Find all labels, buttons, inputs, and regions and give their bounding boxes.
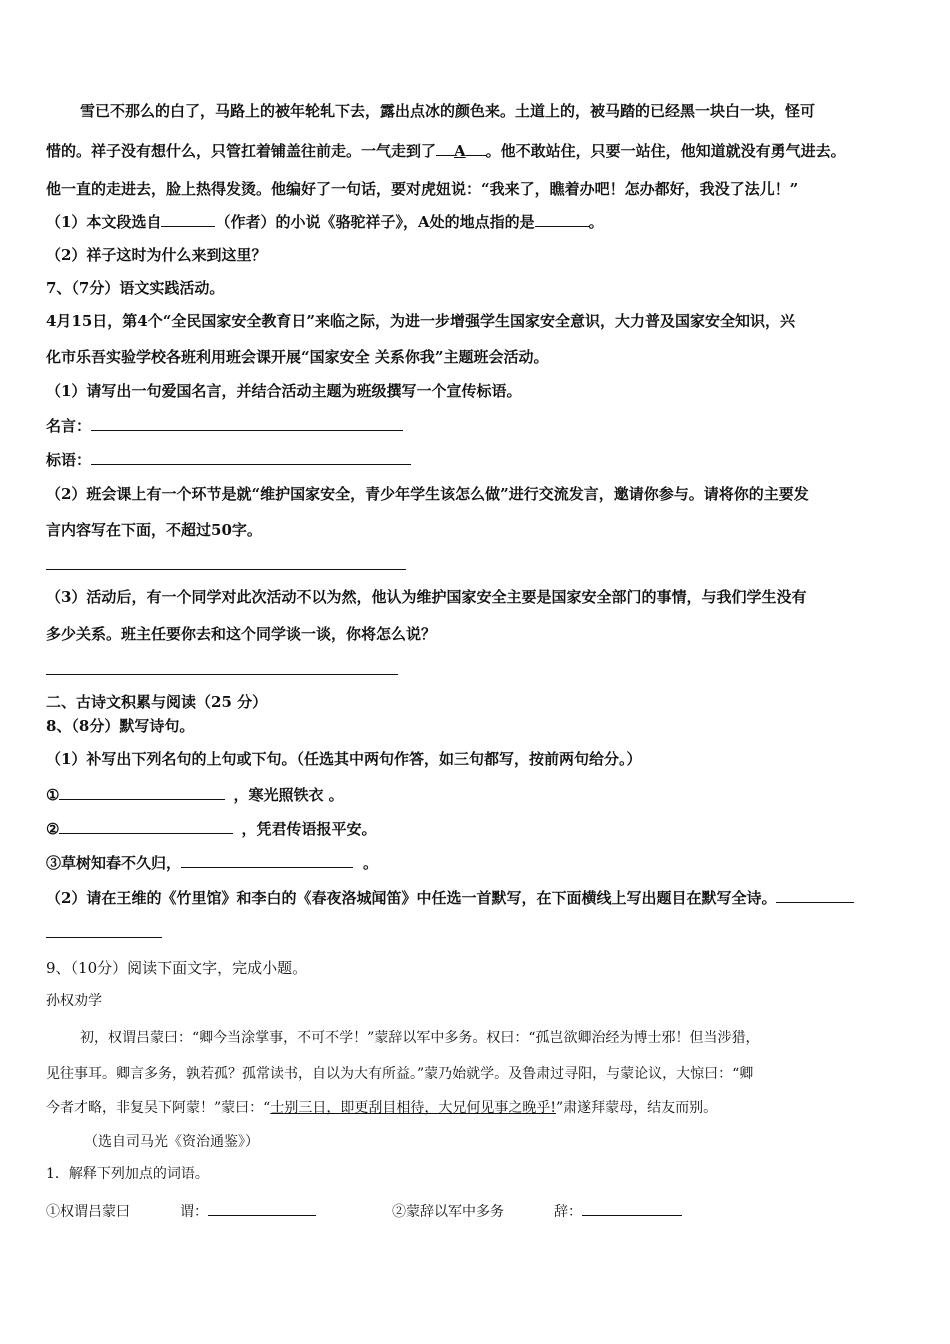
q9-source: （选自司马光《资治通鉴》）: [84, 1134, 259, 1150]
q8-item-3-blank[interactable]: [181, 852, 353, 868]
q7-part3-line-1: （3）活动后，有一个同学对此次活动不以为然，他认为维护国家安全主要是国家安全部门的事情，与我们学生没有: [46, 588, 807, 606]
section-2-title: 二、古诗文积累与阅读（25 分）: [46, 693, 268, 711]
q8-part2-answer-line[interactable]: [46, 937, 162, 938]
q7-title: 7、（7分）语文实践活动。: [46, 279, 225, 297]
q9-text-title: 孙权劝学: [46, 993, 102, 1009]
motto-answer-blank[interactable]: [91, 415, 403, 431]
underlined-sentence: 士别三日，即更刮目相待，大兄何见事之晚乎!: [270, 1100, 556, 1116]
passage-line-1: 雪已不那么的白了，马路上的被年轮轧下去，露出点冰的颜色来。土道上的，被马踏的已经黑一块白一块，怪可: [80, 102, 816, 120]
q7-part2-line-2: 言内容写在下面，不超过50字。: [46, 521, 262, 539]
q6-part2: （2）祥子这时为什么来到这里？: [46, 246, 267, 264]
q9-word-1-blank[interactable]: [208, 1200, 316, 1216]
q9-word-1: ①权谓吕蒙曰 谓：: [46, 1200, 316, 1222]
q9-text-line-2: 见往事耳。卿言多务，孰若孤？孤常读书，自以为大有所益。”蒙乃始就学。及鲁肃过寻阳，与蒙论议，大惊曰：“卿: [46, 1066, 754, 1082]
slogan-label: 标语：: [46, 451, 92, 469]
motto-line: [46, 415, 403, 436]
q8-title: 8、（8分）默写诗句。: [46, 717, 195, 735]
author-answer-blank[interactable]: [161, 211, 215, 227]
q7-part2-answer-line[interactable]: [46, 569, 406, 570]
q9-sub1-title: 1．解释下列加点的词语。: [46, 1166, 209, 1182]
q7-part3-line-2: 多少关系。班主任要你去和这个同学谈一谈，你将怎么说？: [46, 625, 437, 643]
q8-part2-blank[interactable]: [776, 887, 854, 903]
q9-text-line-3: 今者才略，非复吴下阿蒙！”蒙曰：“士别三日，即更刮目相待，大兄何见事之晚乎!”肃遂拜蒙母，结友而别。: [46, 1100, 718, 1116]
place-answer-blank[interactable]: [535, 211, 589, 227]
q6-part1: （1）本文段选自 （作者）的小说《骆驼祥子》，A处的地点指的是 。: [46, 213, 604, 231]
q8-item-1: ① ，寒光照铁衣 。: [46, 786, 344, 804]
q7-intro-2: 化市乐吾实验学校各班利用班会课开展“国家安全 关系你我”主题班会活动。: [46, 348, 549, 366]
q8-item-1-blank[interactable]: [59, 784, 225, 800]
motto-label: 名言：: [46, 417, 92, 435]
q7-part1: （1）请写出一句爱国名言，并结合活动主题为班级撰写一个宣传标语。: [46, 382, 522, 400]
q8-part2: （2）请在王维的《竹里馆》和李白的《春夜洛城闻笛》中任选一首默写，在下面横线上写出题目在默写全诗。: [46, 887, 854, 908]
q8-part1: （1）补写出下列名句的上句或下句。（任选其中两句作答，如三句都写，按前两句给分。）: [46, 750, 642, 768]
q7-part2-line-1: （2）班会课上有一个环节是就“维护国家安全，青少年学生该怎么做”进行交流发言，邀请你参与。请将你的主要发: [46, 485, 809, 503]
blank-a: A: [454, 142, 466, 160]
q9-word-2: ②蒙辞以军中多务 辞：: [392, 1200, 682, 1222]
q8-item-2: ② ，凭君传语报平安。: [46, 820, 377, 838]
q9-word-2-blank[interactable]: [582, 1200, 682, 1216]
slogan-answer-blank[interactable]: [91, 449, 411, 465]
q7-intro-1: 4月15日，第4个“全民国家安全教育日”来临之际，为进一步增强学生国家安全意识，大力普及国家安全知识，兴: [46, 312, 796, 330]
passage-line-2: 惜的。祥子没有想什么，只管扛着铺盖往前走。一气走到了 A 。他不敢站住，只要一站住，他知道就没有勇气进去。: [46, 142, 846, 160]
q9-title: 9、（10分）阅读下面文字，完成小题。: [46, 959, 308, 977]
q8-item-2-blank[interactable]: [59, 818, 233, 834]
passage-line-3: 他一直的走进去，脸上热得发烫。他编好了一句话，要对虎妞说：“我来了，瞧着办吧！怎办都好，我没了法儿！”: [46, 180, 799, 198]
q8-item-3: ③草树知春不久归， 。: [46, 854, 379, 872]
q7-part3-answer-line[interactable]: [46, 674, 398, 675]
slogan-line: [46, 449, 411, 470]
q9-text-line-1: 初，权谓吕蒙曰：“卿今当涂掌事，不可不学！”蒙辞以军中多务。权曰：“孤岂欲卿治经为博士邪！但当涉猎，: [80, 1030, 760, 1046]
